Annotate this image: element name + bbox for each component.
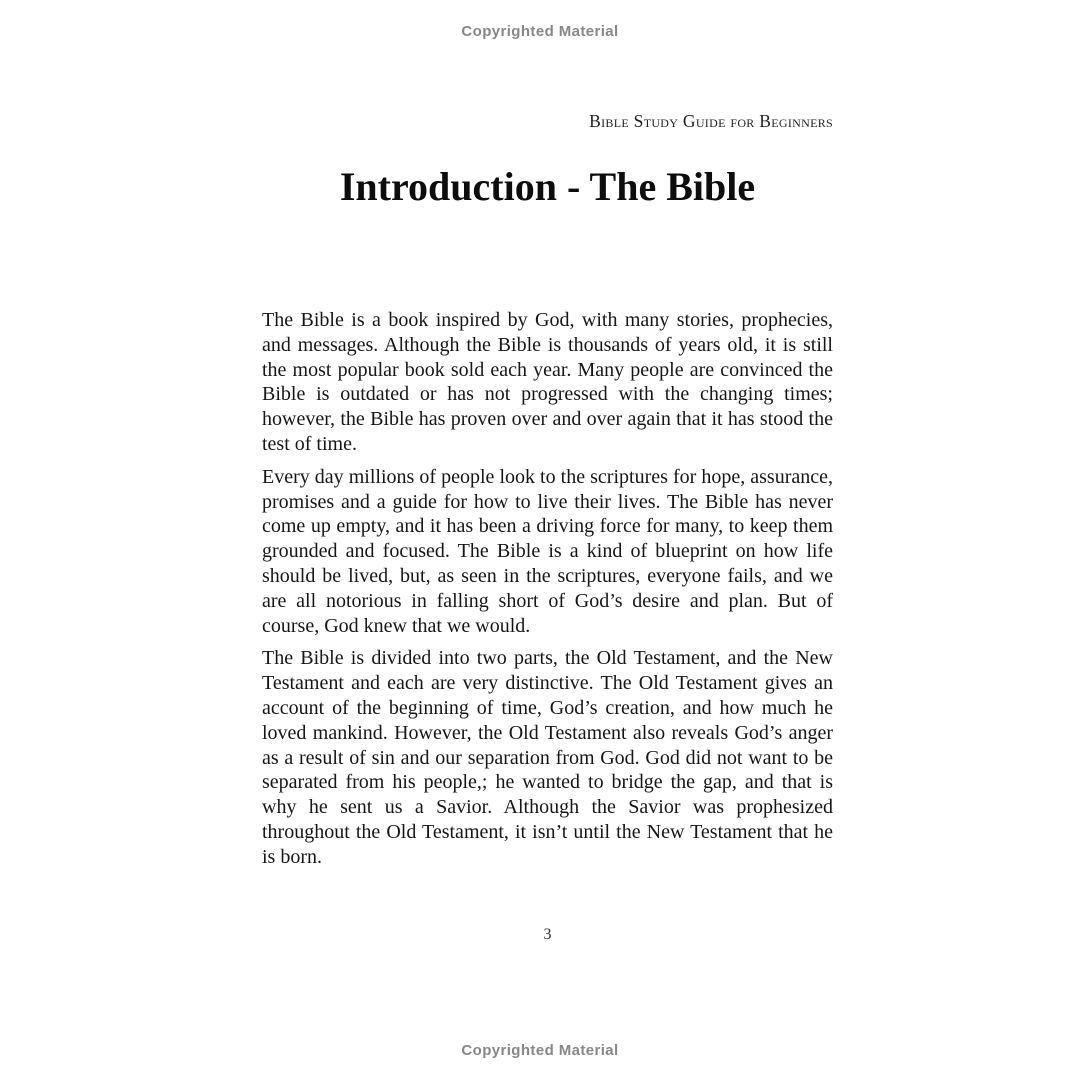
chapter-title: Introduction - The Bible — [339, 164, 756, 209]
body-text — [262, 308, 833, 878]
paragraph-1: The Bible is a book inspired by God, with many stories, prophecies, and messages. Although the Bible is thousands of years old, it is still the most popular book sold each year. Many people are convinced the Bible is outdated or has not progressed with the changing times; however, the Bible has proven over and over again that it has stood the test of time. — [262, 309, 833, 455]
paragraph-2: Every day millions of people look to the scriptures for hope, assurance, promises and a guide for how to live their lives. The Bible has never come up empty, and it has been a driving force for many, to keep them grounded and focused. The Bible is a kind of blueprint on how life should be lived, but, as seen in the scriptures, everyone fails, and we are all notorious in falling short of God’s desire and plan. But of course, God knew that we would. — [262, 465, 833, 637]
bottom-copyright-watermark: Copyrighted Material — [461, 1042, 619, 1059]
paragraph-3: The Bible is divided into two parts, the Old Testament, and the New Testament and each are very distinctive. The Old Testament gives an account of the beginning of time, God’s creation, and how much he loved mankind. However, the Old Testament also reveals God’s anger as a result of sin and our separation from God. God did not want to be separated from his people,; he wanted to bridge the gap, and that is why he sent us a Savior. Although the Savior was prophesized throughout the Old Testament, it isn’t until the New Testament that he is born. — [262, 647, 833, 868]
page-number: 3 — [543, 926, 552, 943]
top-copyright-watermark: Copyrighted Material — [461, 23, 619, 40]
running-header: Bible Study Guide for Beginners — [589, 111, 833, 131]
